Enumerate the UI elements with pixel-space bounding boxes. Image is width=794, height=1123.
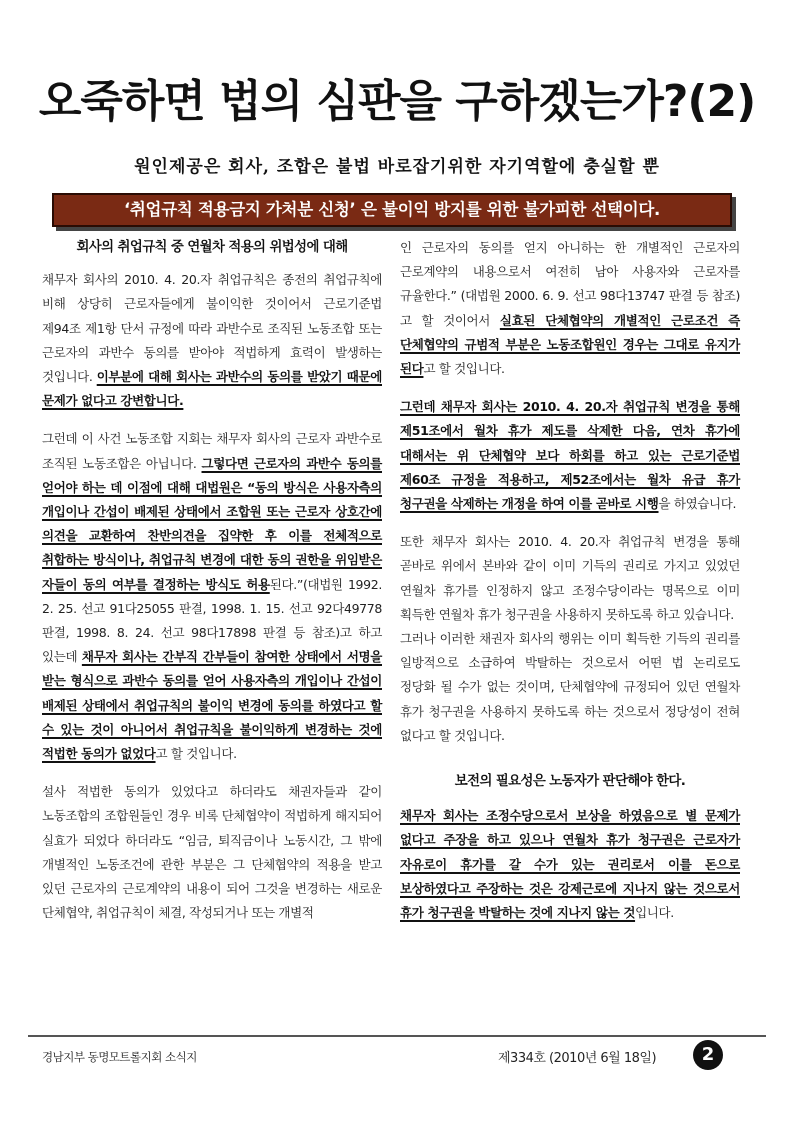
page-title: 오죽하면 법의 심판을 구하겠는가?(2): [38, 76, 756, 127]
emphasis-run: 그렇다면 근로자의 과반수 동의를 얻어야 하는 데 이점에 대해 대법원은 “동의 방식은 사용자측의 개입이나 간섭이 배제된 상태에서 조합원 또는 근로자 상호간에 의견을 교환하여 찬반의견을 집약한 후 이를 전체적으로 취합하는 방식이나, 취업규칙 변경에 대한 동의 권한을 위임받은 자들이 동의 여부를 결정하는 방식도 허용: [42, 455, 382, 592]
emphasis-run: 채무자 회사는 간부직 간부들이 참여한 상태에서 서명을 받는 형식으로 과반수 동의를 얻어 사용자측의 개입이나 간섭이 배제된 상태에서 취업규칙의 불이익 변경에 동의를 하였다고 할 수 있는 것이 아니어서 취업규칙을 불이익하게 변경하는 것에 적법한 동의가 없었다: [42, 649, 382, 762]
text-run: 인 근로자의 동의를 얻지 아니하는 한 개별적인 근로자의 근로계약의 내용으로서 여전히 남아 사용자와 근로자를 규율한다.” (대법원 2000. 6. 9. 선고 98다13747 판결 등 참조)고 할 것이어서: [400, 240, 740, 328]
right-paragraph-1: [400, 236, 740, 381]
text-run: 을 하였습니다.: [658, 496, 737, 512]
right-paragraph-4: 그러나 이러한 채권자 회사의 행위는 이미 획득한 기득의 권리를 일방적으로 소급하여 박탈하는 것으로서 어떤 법 논리로도 정당화 될 수가 없는 것이며, 단체협약에 규정되어 있던 연월차 휴가 청구권을 사용하지 못하도록 하는 것으로서 정당성이 전혀 없다고 할 것입니다.: [400, 631, 740, 743]
text-run: 입니다.: [635, 905, 674, 921]
right-paragraph-3: 또한 채무자 회사는 2010. 4. 20.자 취업규칙 변경을 통해 곧바로 위에서 본바와 같이 이미 기득의 권리로 가지고 있었던 연월차 휴가를 인정하지 않고 조정수당이라는 명목으로 이미 획득한 연월차 휴가 청구권을 사용하지 못하도록 하고 있습니다.: [400, 534, 740, 622]
emphasis-run: 그런데 채무자 회사는 2010. 4. 20.자 취업규칙 변경을 통해 제51조에서 월차 휴가 제도를 삭제한 다음, 연차 휴가에 대해서는 위 단체협약 보다 하회를 하고 있는 근로기준법 제60조 규정을 적용하고, 제52조에서는 월차 유급 휴가 청구권을 삭제하는 개정을 하여 이를 곧바로 시행: [400, 399, 740, 512]
page-number-badge: 2: [693, 1040, 723, 1070]
footer-issue-date: 제334호 (2010년 6월 18일): [498, 1051, 657, 1066]
page-subtitle: 원인제공은 회사, 조합은 불법 바로잡기위한 자기역할에 충실할 뿐: [134, 157, 660, 177]
headline-banner: ‘취업규칙 적용금지 가처분 신청’ 은 불이익 방지를 위한 불가피한 선택이다.: [52, 193, 732, 227]
text-run: 고 할 것입니다.: [423, 361, 505, 377]
text-run: 채무자 회사의 2010. 4. 20.자 취업규칙은 종전의 취업규칙에 비해 상당히 근로자들에게 불이익한 것이어서 근로기준법 제94조 제1항 단서 규정에 따라 과반수로 조직된 노동조합 또는 근로자의 과반수 동의를 받아야 적법하게 효력이 발생하는 것입니다.: [42, 272, 382, 385]
emphasis-run: 이부분에 대해 회사는 과반수의 동의를 받았기 때문에 문제가 없다고 강변합니다.: [42, 369, 382, 409]
emphasis-run: 실효된 단체협약의 개별적인 근로조건 즉 단체협약의 규범적 부분은 노동조합원인 경우는 그대로 유지가 된다: [400, 312, 740, 377]
right-paragraph-5: [400, 804, 740, 925]
left-column: [42, 236, 382, 939]
text-run: 그런데 이 사건 노동조합 지회는 채무자 회사의 근로자 과반수로 조직된 노동조합은 아닙니다.: [42, 431, 382, 471]
left-paragraph-2: [42, 427, 382, 766]
left-paragraph-1: [42, 268, 382, 413]
footer-divider: [28, 1035, 766, 1037]
emphasis-run: 채무자 회사는 조정수당으로서 보상을 하였음으로 별 문제가 없다고 주장을 하고 있으나 연월차 휴가 청구권은 근로자가 자유로이 휴가를 갈 수가 있는 권리로서 이를 돈으로 보상하였다고 주장하는 것은 강제근로에 지나지 않는 것으로서 휴가 청구권을 박탈하는 것에 지나지 않는 것: [400, 808, 740, 921]
right-column: [400, 236, 740, 939]
section-heading-illegality: 회사의 취업규칙 중 연월차 적용의 위법성에 대해: [76, 240, 348, 255]
left-paragraph-3: 설사 적법한 동의가 있었다고 하더라도 채권자들과 같이 노동조합의 조합원들인 경우 비록 단체협약이 적법하게 해지되어 실효가 되었다 하더라도 “임금, 퇴직금이나 노동시간, 그 밖에 개별적인 노동조건에 관한 부분은 그 단체협약의 적용을 받고 있던 근로자의 근로계약의 내용이 되어 그것을 변경하는 새로운 단체협약, 취업규칙이 체결, 작성되거나 또는 개별적: [42, 784, 382, 921]
right-paragraph-2: [400, 395, 740, 516]
section-heading-necessity: 보전의 필요성은 노동자가 판단해야 한다.: [454, 774, 686, 790]
footer-publication-name: 경남지부 동명모트롤지회 소식지: [42, 1050, 197, 1064]
text-run: 고 할 것입니다.: [155, 746, 237, 762]
text-run: 된다.”(대법원 1992. 2. 25. 선고 91다25055 판결, 1998. 1. 15. 선고 92다49778 판결, 1998. 8. 24. 선고 98다17898 판결 등 참조)고 하고 있는데: [42, 576, 382, 665]
